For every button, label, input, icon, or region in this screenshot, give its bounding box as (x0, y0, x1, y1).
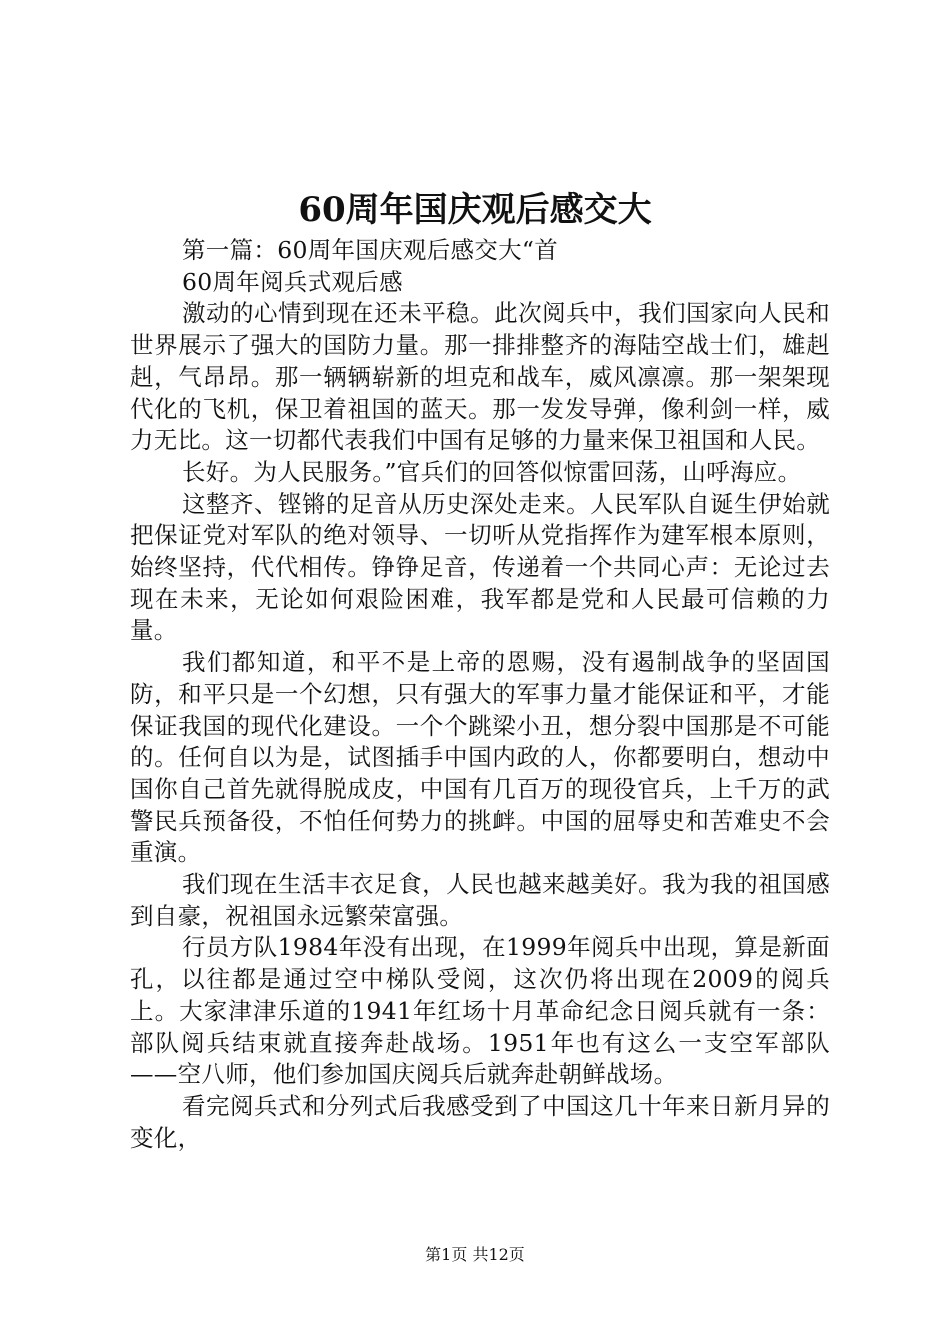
document-body (130, 235, 830, 1154)
document-title: 60周年国庆观后感交大 (298, 190, 652, 230)
paragraph: 这整齐、铿锵的足音从历史深处走来。人民军队自诞生伊始就把保证党对军队的绝对领导、一切听从党指挥作为建军根本原则，始终坚持，代代相传。铮铮足音，传递着一个共同心声：无论过去现在未来，无论如何艰险困难，我军都是党和人民最可信赖的力量。 (130, 489, 830, 645)
paragraph: 我们都知道，和平不是上帝的恩赐，没有遏制战争的坚固国防，和平只是一个幻想，只有强大的军事力量才能保证和平，才能保证我国的现代化建设。一个个跳梁小丑，想分裂中国那是不可能的。任何自以为是，试图插手中国内政的人，你都要明白，想动中国你自己首先就得脱成皮，中国有几百万的现役官兵，上千万的武警民兵预备役，不怕任何势力的挑衅。中国的屈辱史和苦难史不会重演。 (130, 648, 830, 867)
paragraph: 长好。为人民服务。”官兵们的回答似惊雷回荡，山呼海应。 (182, 457, 802, 486)
page-footer: 第1页 共12页 (425, 1245, 525, 1264)
paragraph: 第一篇：60周年国庆观后感交大“首 (182, 236, 559, 264)
paragraph: 看完阅兵式和分列式后我感受到了中国这几十年来日新月异的变化， (130, 1091, 830, 1152)
paragraph: 我们现在生活丰衣足食，人民也越来越美好。我为我的祖国感到自豪，祝祖国永远繁荣富强。 (130, 870, 830, 930)
paragraph: 60周年阅兵式观后感 (182, 267, 403, 296)
paragraph: 激动的心情到现在还未平稳。此次阅兵中，我们国家向人民和世界展示了强大的国防力量。那一排排整齐的海陆空战士们，雄赳赳，气昂昂。那一辆辆崭新的坦克和战车，威风凛凛。那一架架现代化的飞机，保卫着祖国的蓝天。那一发发导弹，像利剑一样，威力无比。这一切都代表我们中国有足够的力量来保卫祖国和人民。 (130, 299, 830, 455)
paragraph: 行员方队1984年没有出现，在1999年阅兵中出现，算是新面孔，以往都是通过空中梯队受阅，这次仍将出现在2009的阅兵上。大家津津乐道的1941年红场十月革命纪念日阅兵就有一条：部队阅兵结束就直接奔赴战场。1951年也有这么一支空军部队——空八师，他们参加国庆阅兵后就奔赴朝鲜战场。 (130, 933, 830, 1089)
